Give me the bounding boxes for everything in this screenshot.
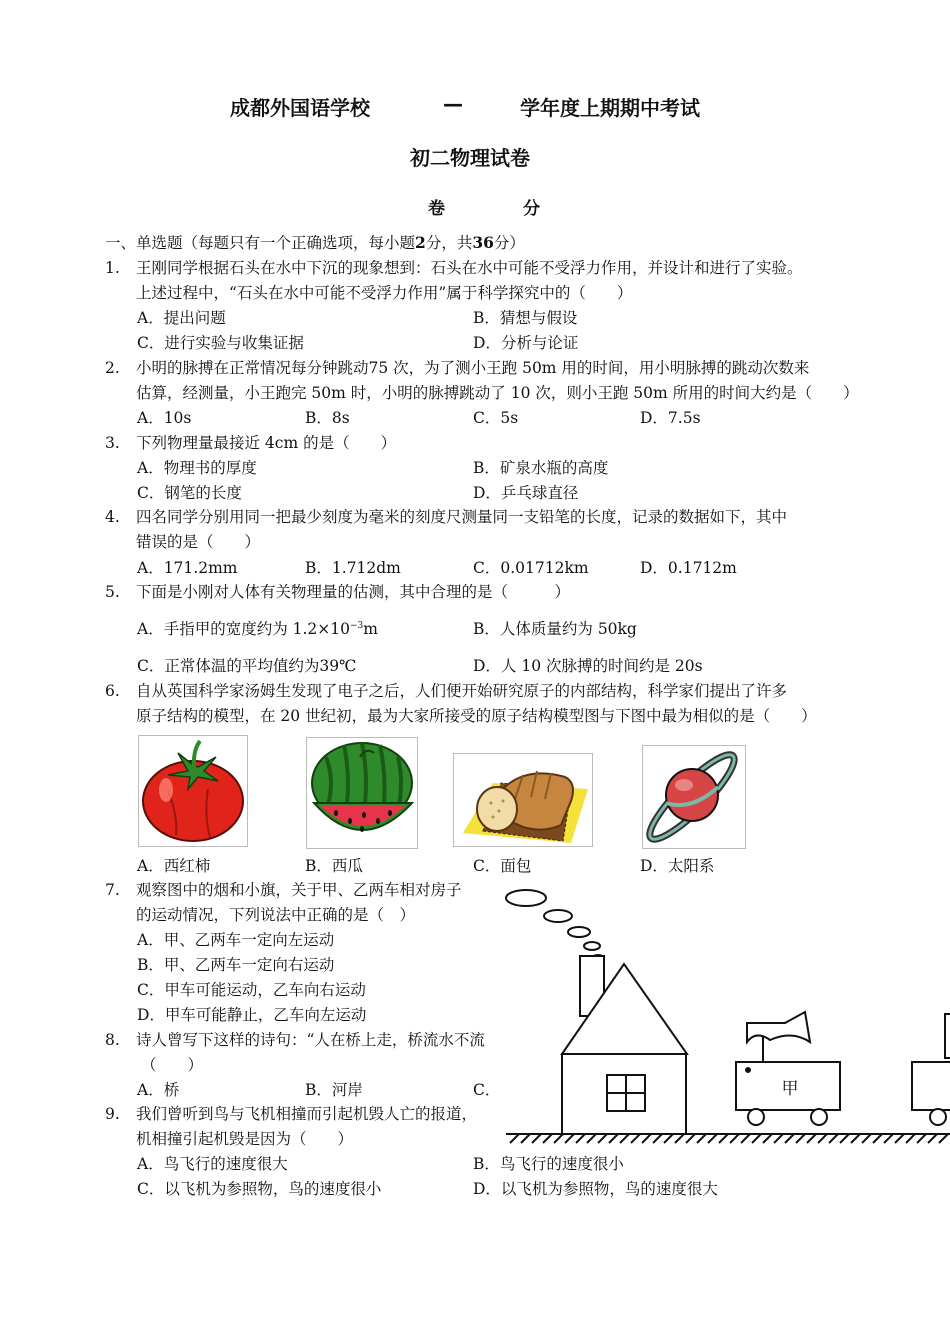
q1-option-b: B．猜想与假设 [473,309,578,327]
q4-line2: 错误的是（ ） [136,533,261,551]
q3-option-d: D．乒乓球直径 [473,484,579,502]
house [562,956,687,1134]
smoke-puffs [506,890,604,961]
q5-option-c: C．正常体温的平均值约为39℃ [137,657,357,675]
q6-option-a: A．西红柿 [137,857,211,875]
q6-option-c: C．面包 [473,857,532,875]
q2-line1: 小明的脉搏在正常情况每分钟跳动75 次，为了测小王跑 50m 用的时间，用小明脉搏的跳动次数来 [136,359,810,377]
q3-option-b: B．矿泉水瓶的高度 [473,459,609,477]
q4-option-a: A．171.2mm [137,559,238,577]
paper-subject: 初二物理试卷 [410,146,530,170]
q9-option-d: D．以飞机为参照物，鸟的速度很大 [473,1180,718,1198]
q3-option-c: C．钢笔的长度 [137,484,242,502]
q5-number: 5. [105,583,120,601]
q2-line2: 估算，经测量，小王跑完 50m 时，小明的脉搏跳动了 10 次，则小王跑 50m 所用的时间大约是（ ） [136,384,859,402]
q7-option-b: B．甲、乙两车一定向右运动 [137,956,335,974]
section-heading: 一、单选题（每题只有一个正确选项，每小题2分，共36分） [105,233,525,252]
q6-number: 6. [105,682,120,700]
watermelon-image [306,737,418,849]
q7-option-d: D．甲车可能静止，乙车向左运动 [137,1006,367,1024]
q1-number: 1. [105,259,120,277]
q9-number: 9. [105,1105,120,1123]
q2-option-d: D．7.5s [640,409,701,427]
q6-line2: 原子结构的模型，在 20 世纪初，最为大家所接受的原子结构模型图与下图中最为相似的是（ ） [136,707,817,725]
q1-line1: 王刚同学根据石头在水中下沉的现象想到：石头在水中可能不受浮力作用，并设计和进行了实验。 [136,259,803,277]
school-name: 成都外国语学校 [230,96,370,120]
q6-option-d: D．太阳系 [640,857,715,875]
q7-number: 7. [105,881,120,899]
q5-option-b: B．人体质量约为 50kg [473,620,637,638]
house-cars-diagram [500,880,950,1150]
solar-system-image [642,745,746,849]
q9-line1: 我们曾听到鸟与飞机相撞而引起机毁人亡的报道， [136,1105,478,1123]
q4-line1: 四名同学分别用同一把最少刻度为毫米的刻度尺测量同一支铅笔的长度，记录的数据如下，其中 [136,508,788,526]
q9-option-c: C．以飞机为参照物，鸟的速度很小 [137,1180,382,1198]
volume-label-b: 分 [523,199,540,219]
bread-image [453,753,593,847]
q1-option-c: C．进行实验与收集证据 [137,334,304,352]
q7-option-c: C．甲车可能运动，乙车向右运动 [137,981,366,999]
q3-number: 3. [105,434,120,452]
q6-line1: 自从英国科学家汤姆生发现了电子之后，人们便开始研究原子的内部结构，科学家们提出了许多 [136,682,788,700]
q8-option-c: C． [473,1081,501,1099]
q9-option-b: B．鸟飞行的速度很小 [473,1155,624,1173]
q3-line1: 下列物理量最接近 4cm 的是（ ） [136,434,397,452]
q8-line2: （ ） [141,1056,204,1074]
q5-option-a: A．手指甲的宽度约为 $1.2\times 10^{-3}m$ [137,620,378,639]
q8-option-a: A．桥 [137,1081,180,1099]
car-yi [912,1014,950,1125]
q1-option-a: A．提出问题 [137,309,226,327]
q7-line1: 观察图中的烟和小旗，关于甲、乙两车相对房子 [136,881,462,899]
q5-line1: 下面是小刚对人体有关物理量的估测，其中合理的是（ ） [136,583,571,601]
q4-option-d: D．0.1712m [640,559,737,577]
q9-option-a: A．鸟飞行的速度很大 [137,1155,288,1173]
q8-option-b: B．河岸 [305,1081,363,1099]
q4-number: 4. [105,508,120,526]
q8-number: 8. [105,1031,120,1049]
car-jia [736,1012,840,1125]
q3-option-a: A．物理书的厚度 [137,459,257,477]
volume-label-a: 卷 [428,199,445,219]
q1-option-d: D．分析与论证 [473,334,579,352]
q6-option-b: B．西瓜 [305,857,363,875]
q2-option-a: A．10s [137,409,192,427]
q7-line2: 的运动情况，下列说法中正确的是（ ） [136,906,416,924]
q7-option-a: A．甲、乙两车一定向左运动 [137,931,335,949]
year-dash: — [443,92,463,116]
tomato-image [138,735,248,847]
q5-option-d: D．人 10 次脉搏的时间约是 20s [473,657,703,675]
q4-option-c: C．0.01712km [473,559,589,577]
q4-option-b: B．1.712dm [305,559,401,577]
car-jia-label: 甲 [781,1079,799,1099]
q2-option-b: B．8s [305,409,350,427]
ground [506,1134,950,1143]
q8-line1: 诗人曾写下这样的诗句：“人在桥上走，桥流水不流 [136,1031,485,1049]
q2-option-c: C．5s [473,409,519,427]
q2-number: 2. [105,359,120,377]
exam-term: 学年度上期期中考试 [520,96,700,120]
q1-line2: 上述过程中，“石头在水中可能不受浮力作用”属于科学探究中的（ ） [136,284,633,302]
q9-line2: 机相撞引起机毁是因为（ ） [136,1130,354,1148]
